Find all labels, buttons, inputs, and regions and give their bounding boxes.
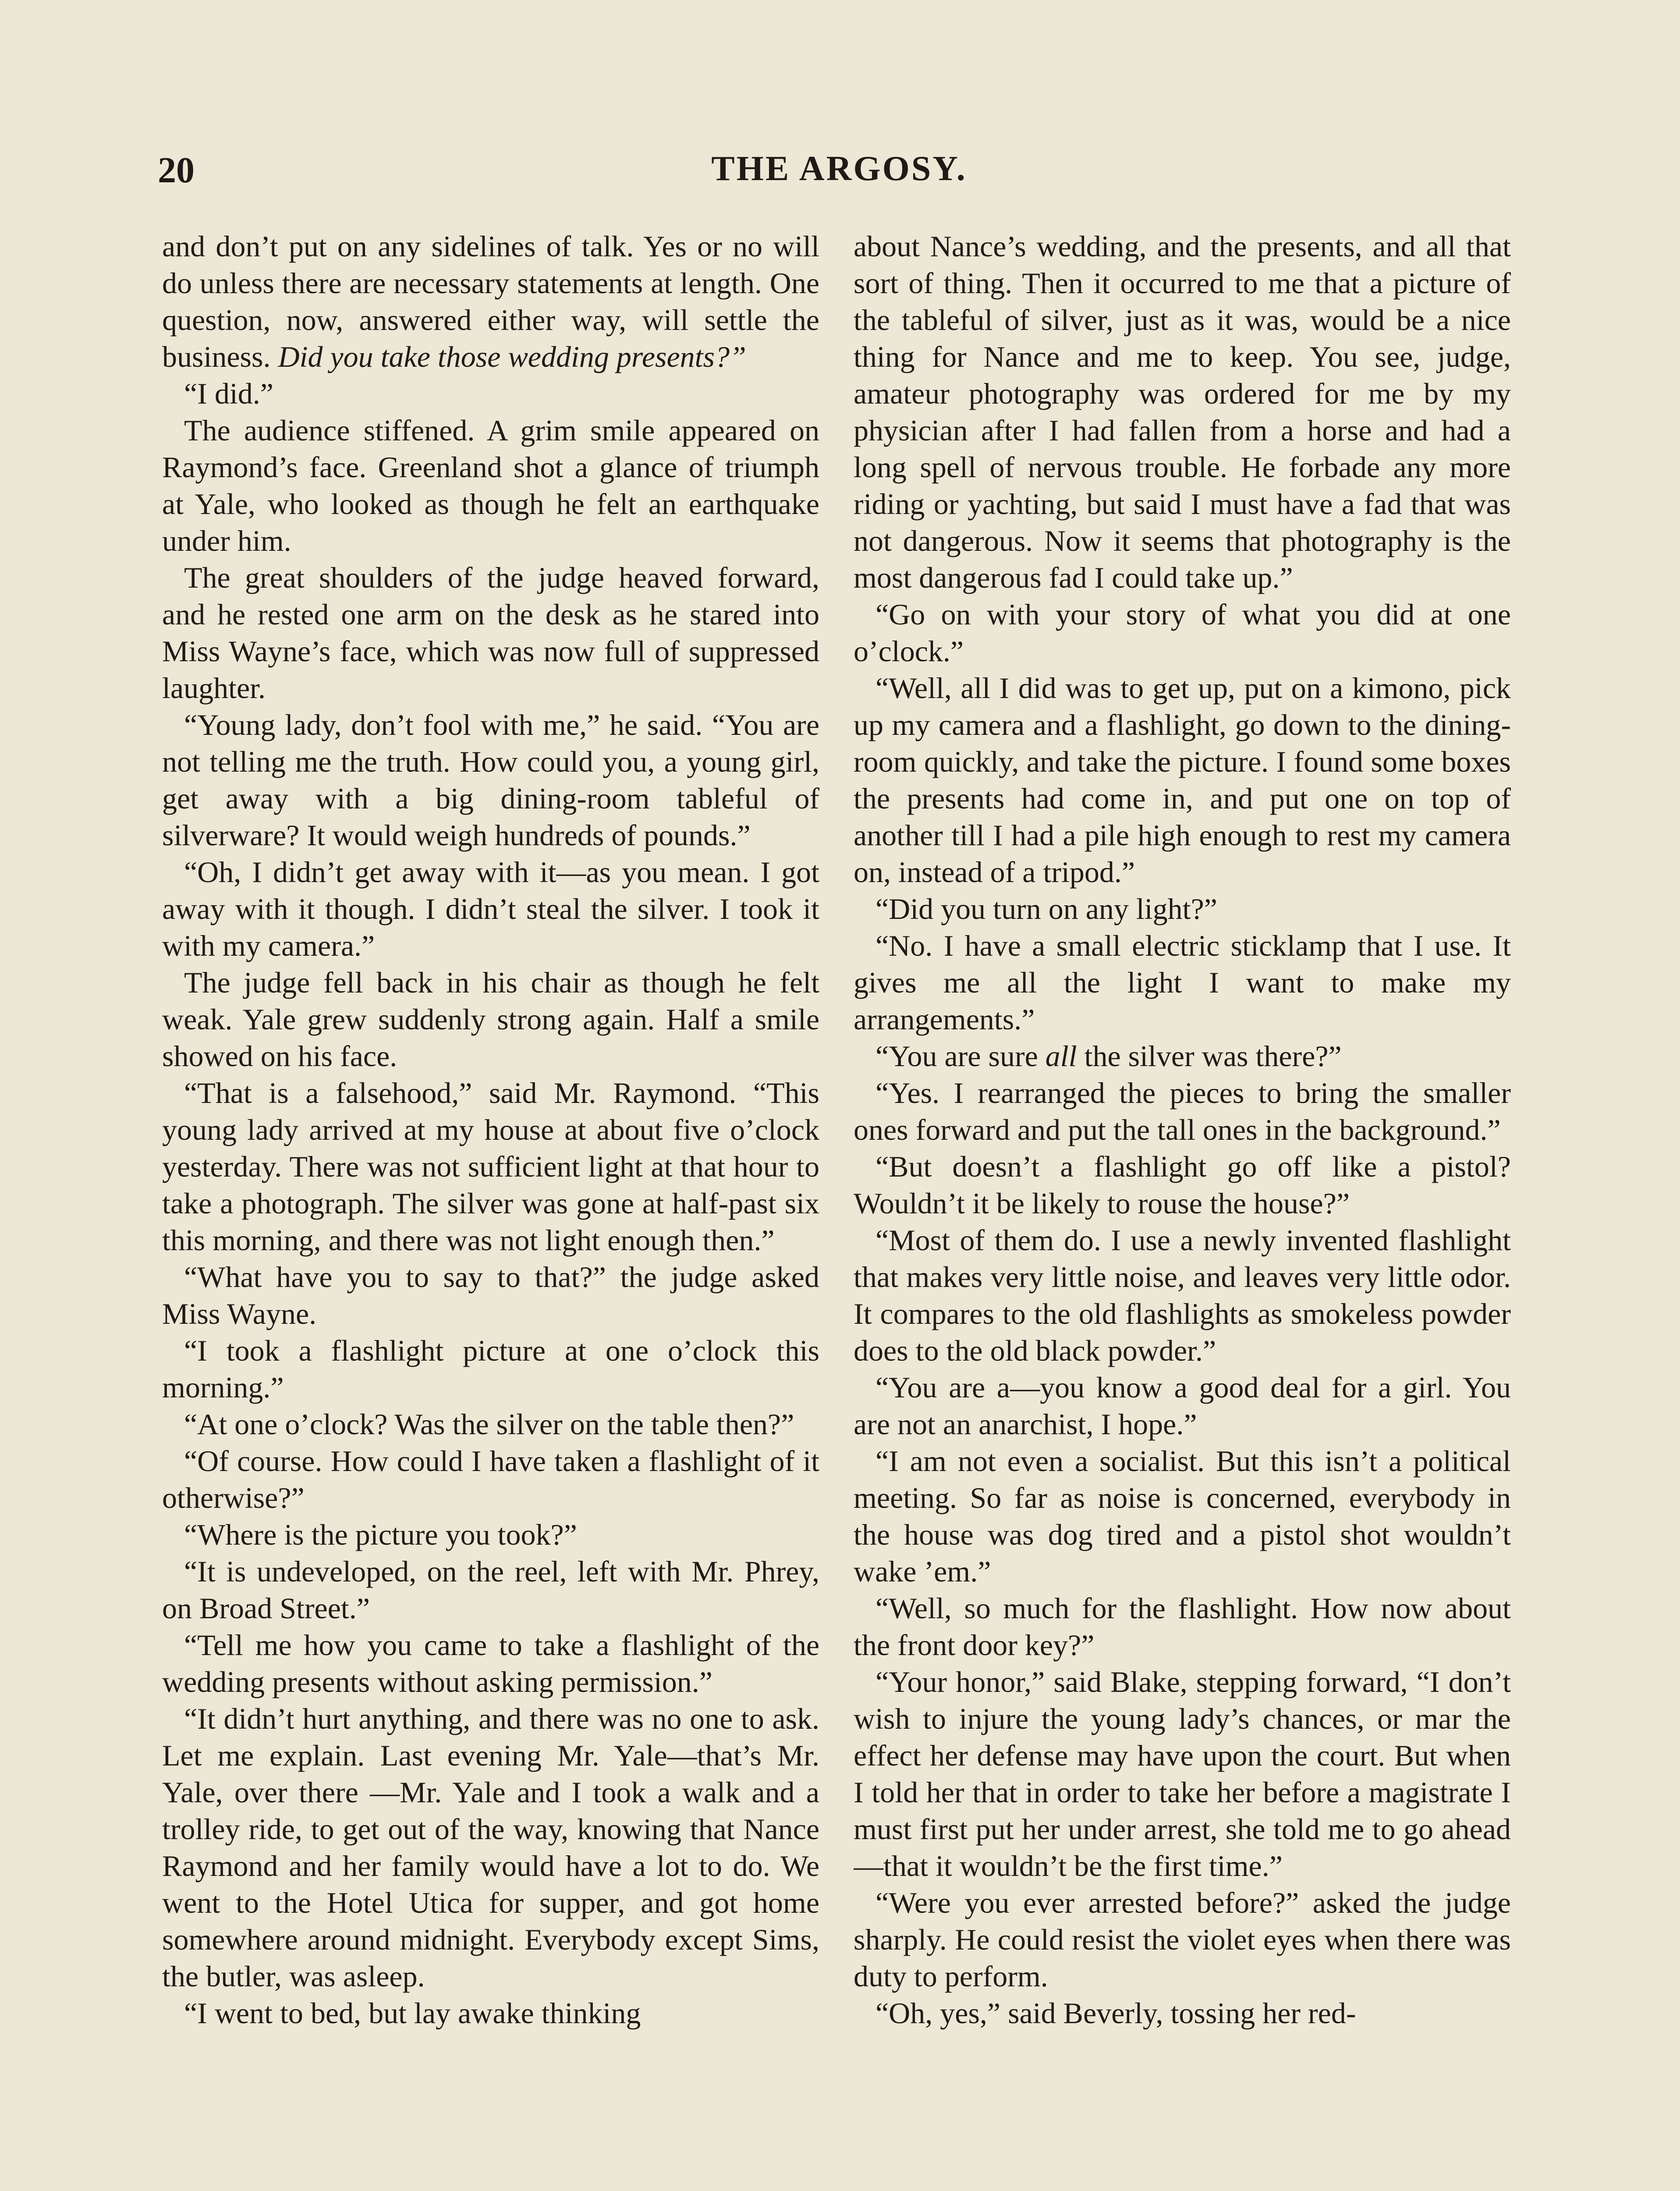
text-run: “It is undeveloped, on the reel, left with Mr. Phrey, on Broad Street.” xyxy=(162,1555,819,1625)
text-run: “Go on with your story of what you did at one o’clock.” xyxy=(854,598,1511,668)
paragraph xyxy=(162,1627,819,1700)
text-run: “At one o’clock? Was the silver on the table then?” xyxy=(184,1407,794,1441)
text-run: “I am not even a socialist. But this isn’t a political meeting. So far as noise is concerned, everybody in the house was dog tired and a pistol shot wouldn’t wake ’em.” xyxy=(854,1444,1511,1588)
paragraph xyxy=(162,1332,819,1406)
text-run: “But doesn’t a flashlight go off like a pistol? Wouldn’t it be likely to rouse the house?” xyxy=(854,1150,1511,1220)
text-run: “That is a falsehood,” said Mr. Raymond. “This young lady arrived at my house at about five o’clock yesterday. There was not sufficient light at that hour to take a photograph. The silver was gone at half-past six this morning, and there was not light enough then.” xyxy=(162,1076,819,1257)
text-run: and don’t put on any sidelines of talk. Yes or no will do unless there are necessary statements at length. One question, now, answered either way, will settle the business. xyxy=(162,230,819,373)
paragraph xyxy=(162,1516,819,1553)
text-run: The judge fell back in his chair as though he felt weak. Yale grew suddenly strong again. Half a smile showed on his face. xyxy=(162,966,819,1073)
paragraph xyxy=(854,1443,1511,1590)
text-run: “Young lady, don’t fool with me,” he said. “You are not telling me the truth. How could you, a young girl, get away with a big dining-room tableful of silverware? It would weigh hundreds of pounds.” xyxy=(162,708,819,852)
text-run: “Tell me how you came to take a flashlight of the wedding presents without asking permission.” xyxy=(162,1628,819,1698)
paragraph xyxy=(162,706,819,854)
right-column xyxy=(854,228,1511,2191)
page-number: 20 xyxy=(158,150,195,191)
text-run: “Most of them do. I use a newly invented flashlight that makes very little noise, and leaves very little odor. It compares to the old flashlights as smokeless powder does to the old black powder.” xyxy=(854,1223,1511,1367)
paragraph xyxy=(854,1590,1511,1663)
paragraph xyxy=(162,1995,819,2031)
paragraph xyxy=(854,1148,1511,1222)
paragraph xyxy=(854,1038,1511,1074)
paragraph xyxy=(162,228,819,375)
paragraph xyxy=(162,1700,819,1995)
text-run: “No. I have a small electric sticklamp that I use. It gives me all the light I want to make my arrangements.” xyxy=(854,929,1511,1036)
text-run: The great shoulders of the judge heaved forward, and he rested one arm on the desk as he stared into Miss Wayne’s face, which was now full of suppressed laughter. xyxy=(162,561,819,705)
paragraph xyxy=(162,854,819,964)
page-header xyxy=(158,149,1521,202)
text-run: the silver was there?” xyxy=(1077,1039,1342,1073)
paragraph xyxy=(854,1884,1511,1995)
paragraph xyxy=(854,1074,1511,1148)
paragraph xyxy=(162,1259,819,1332)
paragraph xyxy=(854,228,1511,596)
paragraph xyxy=(854,1995,1511,2031)
paragraph xyxy=(162,1074,819,1259)
paragraph xyxy=(162,559,819,706)
paragraph xyxy=(854,1222,1511,1369)
text-run: about Nance’s wedding, and the presents, and all that sort of thing. Then it occurred to me that a picture of the tableful of silver, just as it was, would be a nice thing for Nance and me to keep. You see, judge, amateur photography was ordered for me by my physician after I had fallen from a horse and had a long spell of nervous trouble. He forbade any more riding or yachting, but said I must have a fad that was not dangerous. Now it seems that photography is the most dangerous fad I could take up.” xyxy=(854,230,1511,594)
text-run: “You are a—you know a good deal for a girl. You are not an anarchist, I hope.” xyxy=(854,1371,1511,1441)
italic-run: Did you take those wedding presents?” xyxy=(278,340,746,373)
left-column xyxy=(162,228,819,2191)
text-run: “Well, all I did was to get up, put on a kimono, pick up my camera and a flashlight, go down to the dining-room quickly, and take the picture. I found some boxes the presents had come in, and put one on top of another till I had a pile high enough to rest my camera on, instead of a tripod.” xyxy=(854,671,1511,889)
paragraph xyxy=(162,412,819,559)
running-title: THE ARGOSY. xyxy=(711,149,967,188)
paragraph xyxy=(854,927,1511,1038)
text-run: The audience stiffened. A grim smile appeared on Raymond’s face. Greenland shot a glance of triumph at Yale, who looked as though he felt an earthquake under him. xyxy=(162,414,819,557)
text-run: “I did.” xyxy=(184,377,273,410)
paragraph xyxy=(162,1406,819,1443)
text-run: “Your honor,” said Blake, stepping forward, “I don’t wish to injure the young lady’s chances, or mar the effect her defense may have upon the court. But when I told her that in order to take her before a magistrate I must first put her under arrest, she told me to go ahead—that it wouldn’t be the first time.” xyxy=(854,1665,1511,1883)
paragraph xyxy=(854,1369,1511,1443)
text-run: “Oh, yes,” said Beverly, tossing her red- xyxy=(875,1996,1356,2030)
text-run: “Oh, I didn’t get away with it—as you mean. I got away with it though. I didn’t steal the silver. I took it with my camera.” xyxy=(162,855,819,962)
paragraph xyxy=(162,1443,819,1516)
text-run: “Did you turn on any light?” xyxy=(875,892,1217,925)
paragraph xyxy=(854,1663,1511,1884)
text-run: “What have you to say to that?” the judge asked Miss Wayne. xyxy=(162,1260,819,1330)
text-run: “You are sure xyxy=(875,1039,1046,1073)
paragraph xyxy=(854,890,1511,927)
paragraph xyxy=(162,375,819,412)
italic-run: all xyxy=(1045,1039,1077,1073)
text-run: “It didn’t hurt anything, and there was no one to ask. Let me explain. Last evening Mr. Yale—that’s Mr. Yale, over there —Mr. Yale and I took a walk and a trolley ride, to get out of the way, knowing that Nance Raymond and her family would have a lot to do. We went to the Hotel Utica for supper, and got home somewhere around midnight. Everybody except Sims, the butler, was asleep. xyxy=(162,1702,819,1993)
paragraph xyxy=(854,596,1511,670)
text-run: “Where is the picture you took?” xyxy=(184,1518,577,1551)
text-run: “Of course. How could I have taken a flashlight of it otherwise?” xyxy=(162,1444,819,1514)
paragraph xyxy=(162,964,819,1074)
paragraph xyxy=(854,670,1511,890)
text-run: “I went to bed, but lay awake thinking xyxy=(184,1996,641,2030)
text-run: “Were you ever arrested before?” asked the judge sharply. He could resist the violet eyes when there was duty to perform. xyxy=(854,1886,1511,1993)
paragraph xyxy=(162,1553,819,1627)
text-run: “Yes. I rearranged the pieces to bring the smaller ones forward and put the tall ones in the background.” xyxy=(854,1076,1511,1146)
text-run: “I took a flashlight picture at one o’clock this morning.” xyxy=(162,1334,819,1404)
text-run: “Well, so much for the flashlight. How now about the front door key?” xyxy=(854,1592,1511,1662)
